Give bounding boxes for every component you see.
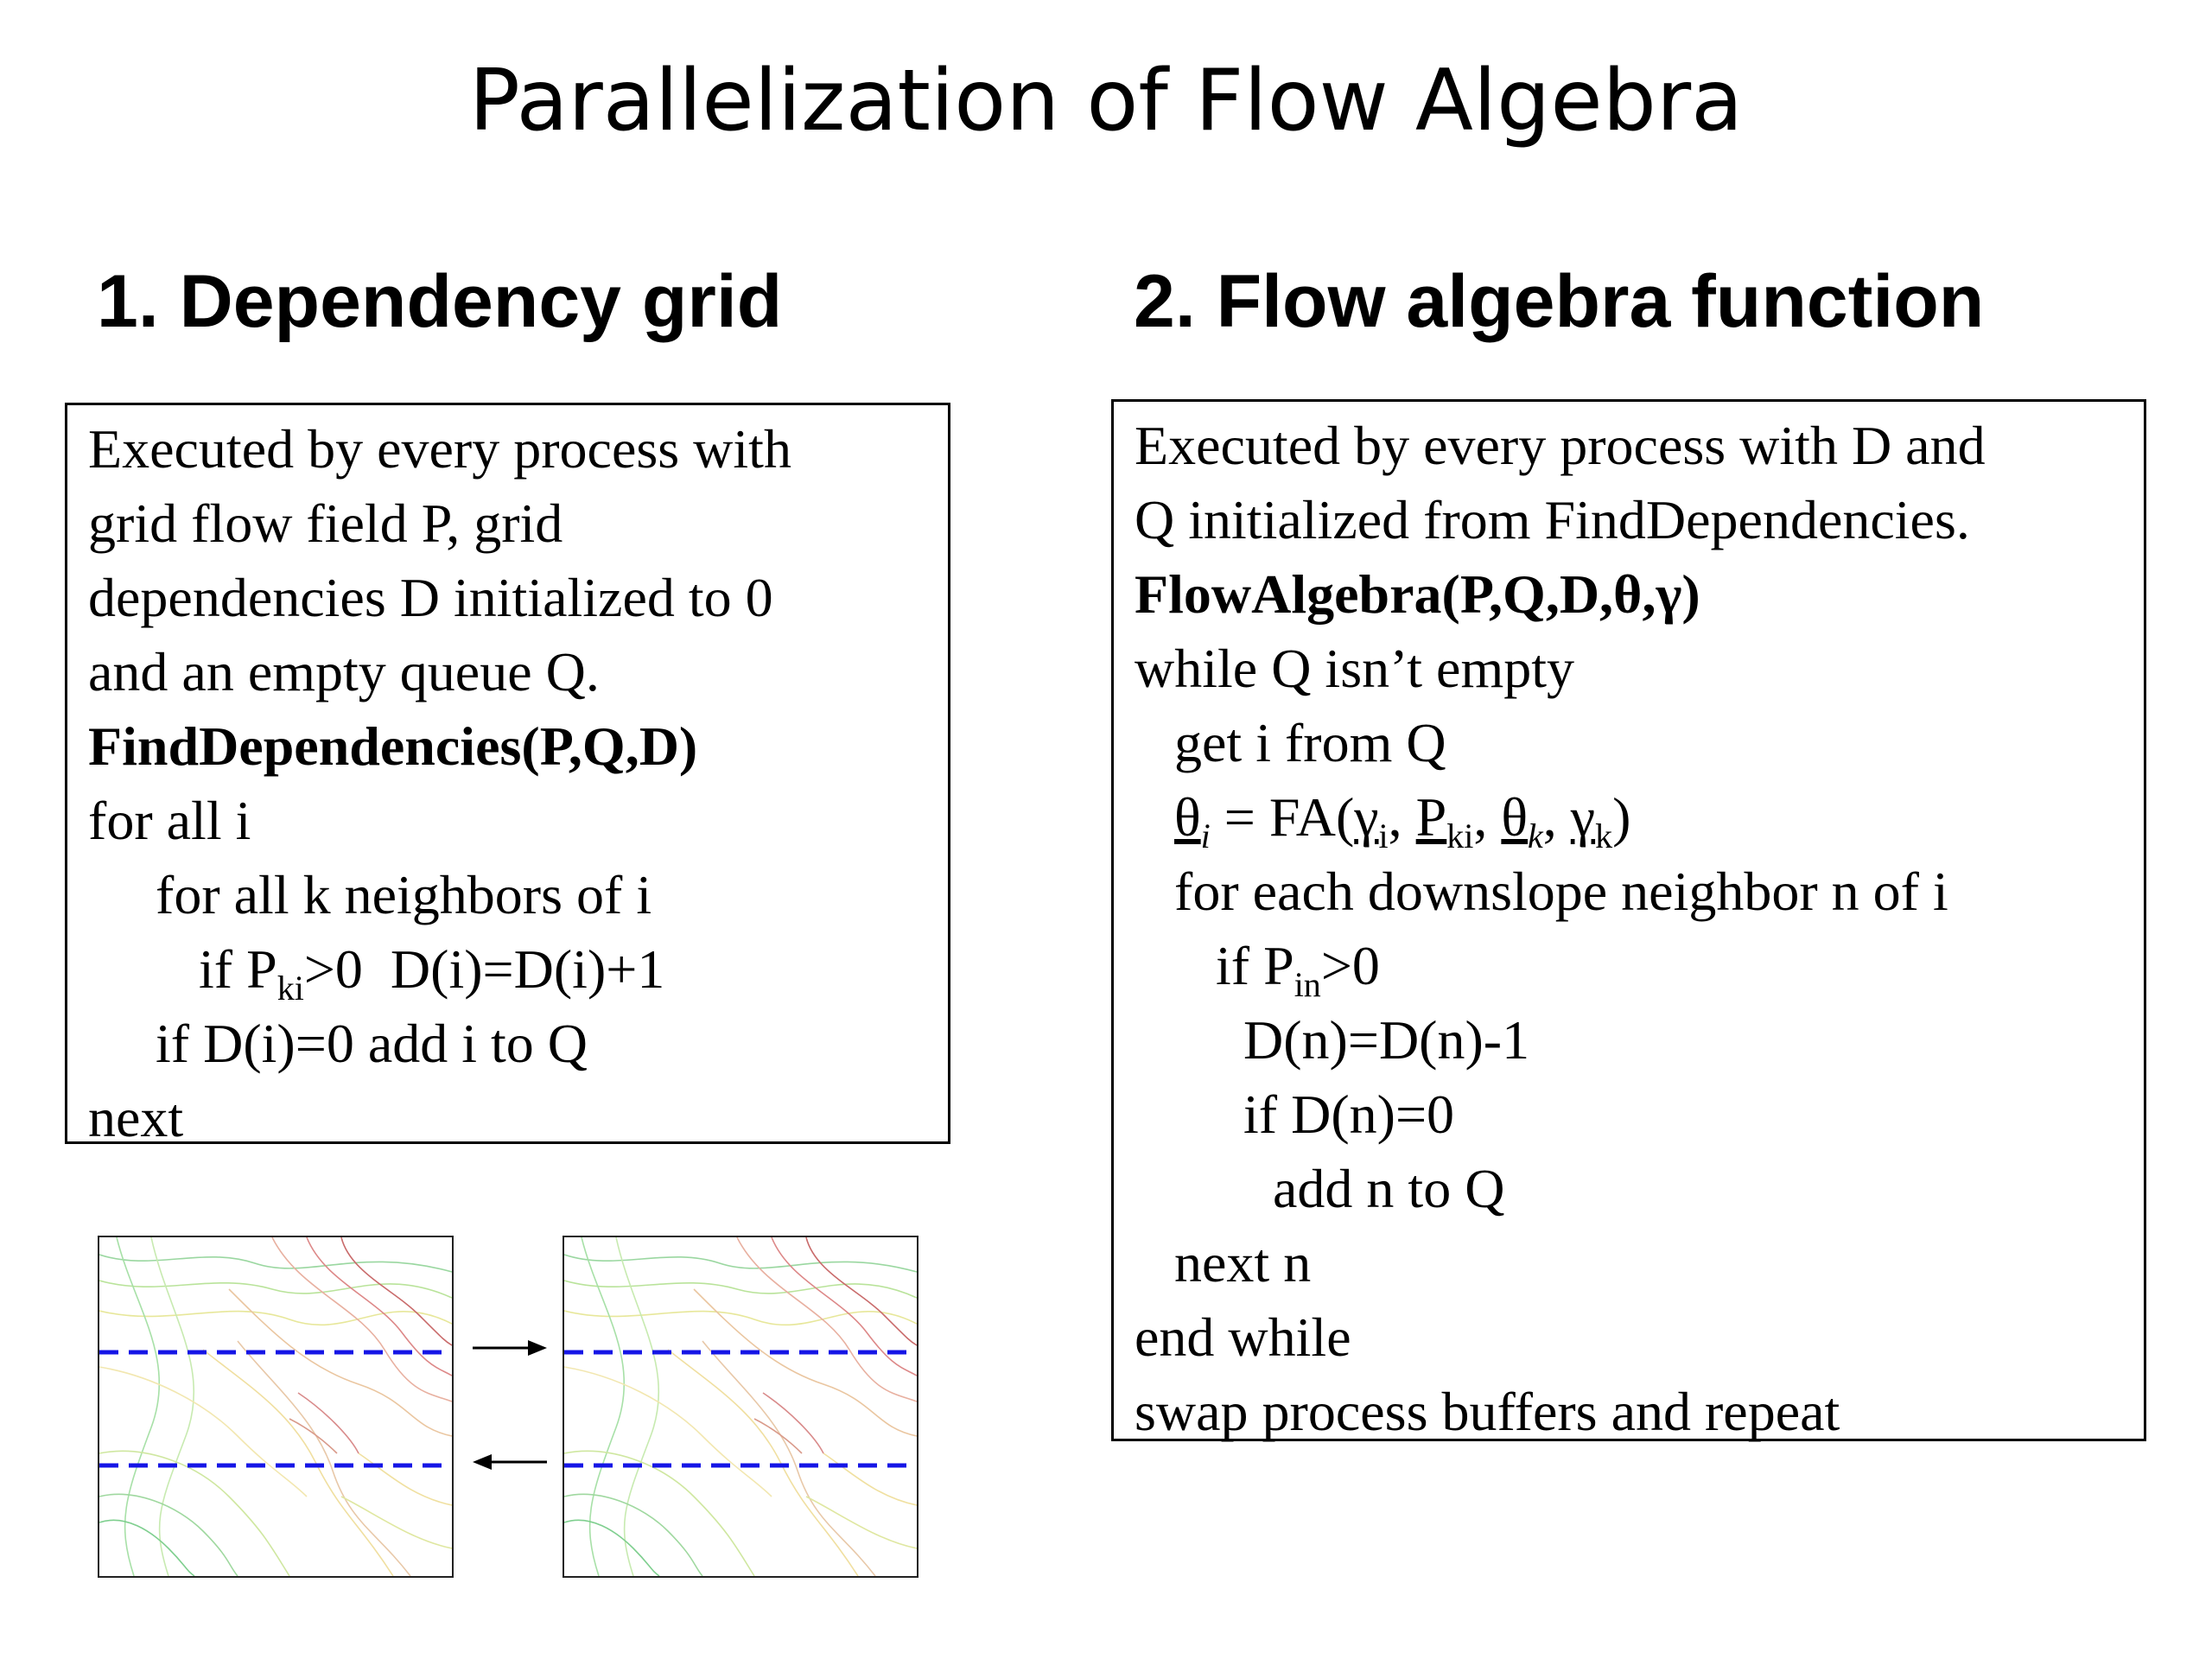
pseudocode-line: dependencies D initialized to 0 (88, 567, 773, 628)
subscript: k (1528, 817, 1543, 855)
formula-text: = FA( (1210, 786, 1355, 848)
pseudocode-line: end while (1135, 1306, 1351, 1368)
function-signature: FlowAlgebra(P,Q,D,θ,γ) (1135, 563, 1700, 625)
formula-text: , (1473, 786, 1502, 848)
pseudocode-line: D(n)=D(n)-1 (1243, 1009, 1530, 1071)
code-text: >0 (1320, 935, 1380, 996)
formula-term: θ (1501, 786, 1529, 848)
dependency-grid-pseudocode-box (65, 403, 950, 1148)
formula-text: , (1388, 786, 1416, 848)
subscript: ki (276, 969, 304, 1007)
formula-term: P (1415, 786, 1447, 848)
code-text: if P (199, 938, 277, 1000)
formula-text: ) (1612, 786, 1631, 848)
pseudocode-line: Q initialized from FindDependencies. (1135, 489, 1970, 550)
terrain-contour-map-process-1 (98, 1236, 454, 1578)
subscript: i (1378, 817, 1389, 855)
subscript: i (1200, 817, 1211, 855)
pseudocode-line: next n (1174, 1232, 1312, 1294)
formula-line (1135, 780, 2144, 855)
subscript: ki (1446, 817, 1474, 855)
code-text: >0 D(i)=D(i)+1 (303, 938, 665, 1000)
pseudocode-line: Executed by every process with (88, 418, 791, 480)
pseudocode-line: Executed by every process with D and (1135, 415, 1986, 476)
contour-lines-image (564, 1237, 917, 1576)
formula-text: , (1542, 786, 1571, 848)
pseudocode-line: while Q isn’t empty (1135, 638, 1574, 699)
pseudocode-line: for all k neighbors of i (156, 864, 652, 925)
pseudocode-line: if D(n)=0 (1243, 1084, 1455, 1145)
pseudocode-line: and an empty queue Q. (88, 641, 600, 702)
arrow-right-icon (471, 1335, 549, 1361)
pseudocode-line: swap process buffers and repeat (1135, 1381, 1840, 1442)
terrain-contour-map-process-2 (563, 1236, 918, 1578)
contour-lines-image (99, 1237, 452, 1576)
subscript: in (1294, 965, 1321, 1004)
subscript: k (1595, 817, 1613, 855)
formula-term: θ (1174, 786, 1201, 848)
flow-algebra-heading: 2. Flow algebra function (1134, 260, 1985, 343)
pseudocode-line: get i from Q (1174, 712, 1446, 773)
pseudocode-line: add n to Q (1273, 1158, 1505, 1219)
function-signature: FindDependencies(P,Q,D) (88, 715, 698, 777)
slide-title: Parallelization of Flow Algebra (468, 52, 1744, 150)
code-text: if P (1216, 935, 1294, 996)
formula-term: γ (1570, 786, 1596, 848)
flow-algebra-pseudocode-box (1111, 399, 2146, 1441)
pseudocode-line (88, 932, 948, 1007)
pseudocode-line: if D(i)=0 add i to Q (156, 1013, 588, 1074)
pseudocode-line: grid flow field P, grid (88, 493, 563, 554)
pseudocode-line: next (88, 1087, 184, 1148)
formula-term: γ (1354, 786, 1379, 848)
dependency-grid-heading: 1. Dependency grid (97, 260, 783, 343)
pseudocode-line (1135, 929, 2144, 1003)
pseudocode-line: for each downslope neighbor n of i (1174, 861, 1948, 922)
arrow-left-icon (471, 1449, 549, 1475)
pseudocode-line: for all i (88, 790, 251, 851)
